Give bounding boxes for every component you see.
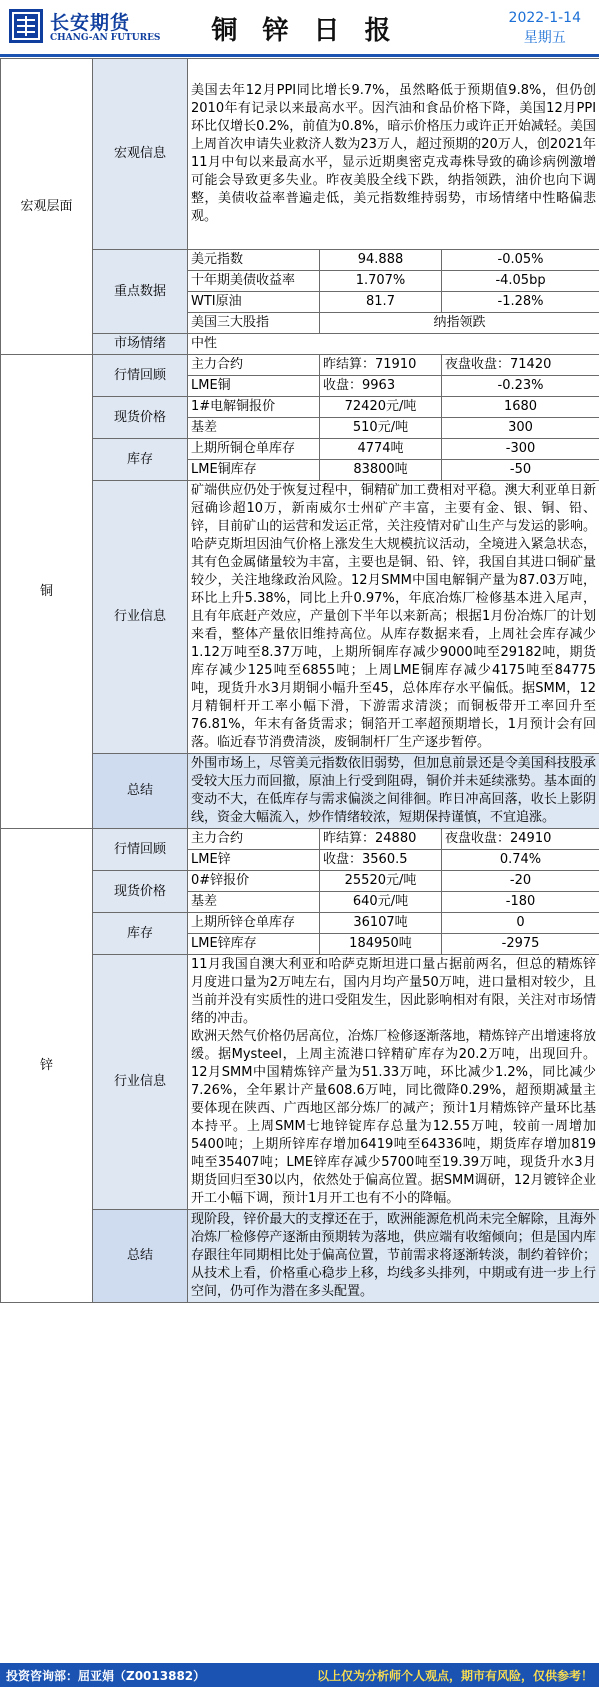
copper-review-cell: -0.23%	[442, 376, 599, 397]
logo-badge-icon	[8, 8, 44, 44]
zinc-stock-cell: 上期所锌仓单库存	[188, 913, 320, 934]
zinc-review-cell: 昨结算：24880	[320, 829, 442, 850]
zinc-industry-paragraph: 11月我国自澳大利亚和哈萨克斯坦进口量占据前两名，但总的精炼锌月度进口量为2万吨左右，国内月均产量50万吨，进口量相对较少，且当前并没有实质性的进口受阻发生，因此影响相对有限，关注对市场情绪的冲击。	[191, 957, 597, 1026]
copper-stock-cell: 上期所铜仓单库存	[188, 439, 320, 460]
zinc-spot-cell: 640元/吨	[320, 892, 442, 913]
zinc-review-cell: 收盘：3560.5	[320, 850, 442, 871]
key-data-label: 重点数据	[93, 250, 188, 334]
copper-spot-cell: 72420元/吨	[320, 397, 442, 418]
key-row-change: -1.28%	[442, 292, 599, 313]
report-header	[0, 0, 599, 56]
us-stocks-name: 美国三大股指	[188, 313, 320, 334]
macro-info-text: 美国去年12月PPI同比增长9.7%，虽然略低于预期值9.8%，但仍创2010年有记录以来最高水平。因汽油和食品价格下降，美国12月PPI环比仅增长0.2%，前值为0.8%，暗示价格压力或许正开始减轻。美国上周首次申请失业救济人数为23万人，超过预期的20万人，创2021年11月中旬以来最高水平，显示近期奥密克戎毒株导致的确诊病例激增可能会导致更多失业。昨夜美股全线下跌，纳指领跌，油价也向下调整，美债收益率普遍走低，美元指数维持弱势，市场情绪中性略偏悲观。	[188, 59, 599, 250]
copper-review-cell: LME铜	[188, 376, 320, 397]
sentiment-label: 市场情绪	[93, 334, 188, 355]
key-row-value: 94.888	[320, 250, 442, 271]
footer-disclaimer: 以上仅为分析师个人观点，期市有风险，仅供参考！	[316, 1669, 593, 1683]
macro-info-label: 宏观信息	[93, 59, 188, 250]
zinc-spot-cell: -20	[442, 871, 599, 892]
copper-review-cell: 夜盘收盘：71420	[442, 355, 599, 376]
copper-review-label: 行情回顾	[93, 355, 188, 397]
us-stocks-value: 纳指领跌	[320, 313, 599, 334]
section-copper: 铜	[1, 355, 93, 829]
key-row-change: -0.05%	[442, 250, 599, 271]
zinc-review-cell: LME锌	[188, 850, 320, 871]
zinc-industry-cell	[188, 955, 599, 1210]
sentiment-value: 中性	[188, 334, 599, 355]
key-row-name: 十年期美债收益率	[188, 271, 320, 292]
section-zinc: 锌	[1, 829, 93, 1303]
copper-spot-cell: 510元/吨	[320, 418, 442, 439]
zinc-spot-label: 现货价格	[93, 871, 188, 913]
zinc-spot-cell: -180	[442, 892, 599, 913]
zinc-review-cell: 0.74%	[442, 850, 599, 871]
copper-stock-cell: 83800吨	[320, 460, 442, 481]
key-row-name: 美元指数	[188, 250, 320, 271]
copper-review-cell: 昨结算：71910	[320, 355, 442, 376]
zinc-spot-cell: 0#锌报价	[188, 871, 320, 892]
copper-stock-cell: LME铜库存	[188, 460, 320, 481]
zinc-stock-cell: 0	[442, 913, 599, 934]
zinc-industry-paragraph: 欧洲天然气价格仍居高位，冶炼厂检修逐渐落地，精炼锌产出增速将放缓。据Mysteel，上周主流港口锌精矿库存为20.2万吨，出现回升。12月SMM中国精炼锌产量为51.33万吨，环比减少1.2%，同比减少7.26%，全年累计产量608.6万吨，同比微降0.29%，超预期减量主要体现在陕西、广西地区部分炼厂的减产；预计1月精炼锌产量环比基本持平。上周SMM七地锌锭库存总量为12.55万吨，较前一周增加5400吨；上期所锌库存增加6419吨至64336吨，期货库存增加819吨至35407吨；LME锌库存减少5700吨至19.39万吨，现货升水3月期货回归至30以内，依然处于偏高位置。据SMM调研，12月镀锌企业开工小幅下调，预计1月开工也有不小的降幅。	[191, 1029, 597, 1206]
copper-spot-label: 现货价格	[93, 397, 188, 439]
copper-industry-label: 行业信息	[93, 481, 188, 754]
key-row-name: WTI原油	[188, 292, 320, 313]
company-logo	[8, 6, 161, 48]
zinc-summary-text: 现阶段，锌价最大的支撑还在于，欧洲能源危机尚未完全解除，且海外冶炼厂检修停产逐渐由预期转为落地，供应端有收缩倾向；但是国内库存跟往年同期相比处于偏高位置，节前需求将逐渐转淡，制约着锌价；从技术上看，价格重心稳步上移，均线多头排列，中期或有进一步上行空间，仍可作为潜在多头配置。	[188, 1210, 599, 1303]
section-macro: 宏观层面	[1, 59, 93, 355]
zinc-industry-label: 行业信息	[93, 955, 188, 1210]
zinc-review-cell: 夜盘收盘：24910	[442, 829, 599, 850]
zinc-stock-cell: 184950吨	[320, 934, 442, 955]
copper-stock-cell: -50	[442, 460, 599, 481]
key-row-value: 1.707%	[320, 271, 442, 292]
copper-industry-text: 矿端供应仍处于恢复过程中，铜精矿加工费相对平稳。澳大利亚单日新冠确诊超10万，新南威尔士州矿产丰富，主要有金、银、铜、铅、锌，目前矿山的运营和发运正常，关注疫情对矿山生产与发运的影响。哈萨克斯坦因油气价格上涨发生大规模抗议活动，全境进入紧急状态，其有色金属储量较为丰富，主要也是铜、铅、锌，我国自其进口铜矿量较少，关注地缘政治风险。12月SMM中国电解铜产量为87.03万吨，环比上升5.38%，同比上升0.97%，年底冶炼厂检修基本进入尾声，且有年底赶产效应，产量创下半年以来新高；根据1月份冶炼厂的计划来看，整体产量依旧维持高位。从库存数据来看，上周社会库存减少1.12万吨至8.37万吨，上期所铜库存减少9000吨至29182吨，期货库存减少125吨至6855吨；上周LME铜库存减少4175吨至84775吨，现货升水3月期铜小幅升至45，总体库存水平偏低。据SMM，12月精铜杆开工率小幅下滑，下游需求清淡；而铜板带开工率回升至76.81%，年末有备货需求；铜箔开工率超预期增长，1月预计会有回落。临近春节消费清淡，废铜制杆厂生产逐步暂停。	[188, 481, 599, 754]
copper-spot-cell: 基差	[188, 418, 320, 439]
report-footer	[0, 1663, 599, 1687]
zinc-summary-label: 总结	[93, 1210, 188, 1303]
zinc-review-label: 行情回顾	[93, 829, 188, 871]
copper-summary-label: 总结	[93, 754, 188, 829]
copper-stock-cell: -300	[442, 439, 599, 460]
copper-spot-cell: 300	[442, 418, 599, 439]
logo-english-name: CHANG-AN FUTURES	[50, 33, 161, 43]
copper-spot-cell: 1680	[442, 397, 599, 418]
copper-stock-cell: 4774吨	[320, 439, 442, 460]
key-row-change: -4.05bp	[442, 271, 599, 292]
footer-analyst: 投资咨询部：屈亚娟（Z0013882）	[6, 1669, 206, 1683]
report-title: 铜 锌 日 报	[211, 16, 399, 46]
copper-review-cell: 收盘：9963	[320, 376, 442, 397]
copper-summary-text: 外围市场上，尽管美元指数依旧弱势，但加息前景还是令美国科技股承受较大压力而回撤，原油上行受到阻碍，铜价并未延续涨势。基本面的变动不大，在低库存与需求偏淡之间徘徊。昨日冲高回落，收长上影阴线，资金大幅流入，炒作情绪较浓，短期保持谨慎，不宜追涨。	[188, 754, 599, 829]
key-row-value: 81.7	[320, 292, 442, 313]
zinc-spot-cell: 25520元/吨	[320, 871, 442, 892]
zinc-spot-cell: 基差	[188, 892, 320, 913]
report-date-block	[509, 8, 581, 48]
logo-chinese-name: 长安期货	[50, 12, 131, 34]
report-table	[0, 58, 599, 1303]
report-weekday: 星期五	[523, 30, 566, 46]
report-date: 2022-1-14	[508, 10, 581, 26]
zinc-stock-label: 库存	[93, 913, 188, 955]
zinc-stock-cell: 36107吨	[320, 913, 442, 934]
zinc-stock-cell: -2975	[442, 934, 599, 955]
copper-review-cell: 主力合约	[188, 355, 320, 376]
zinc-stock-cell: LME锌库存	[188, 934, 320, 955]
copper-spot-cell: 1#电解铜报价	[188, 397, 320, 418]
header-divider	[0, 54, 599, 57]
zinc-review-cell: 主力合约	[188, 829, 320, 850]
copper-stock-label: 库存	[93, 439, 188, 481]
